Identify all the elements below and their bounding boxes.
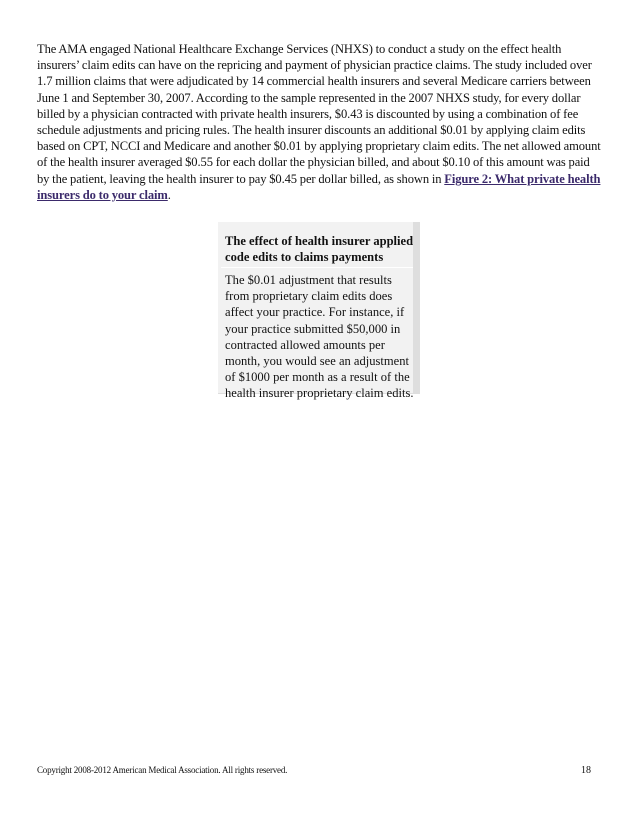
sidebar-title: The effect of health insurer applied code edits to claims payments [225,234,414,265]
footer-copyright: Copyright 2008-2012 American Medical Association. All rights reserved. [37,765,288,775]
sidebar-divider [221,267,413,268]
paragraph-text: The AMA engaged National Healthcare Exchange Services (NHXS) to conduct a study on the effect health insurers’ claim edits can have on the repricing and payment of physician practice claims. The study included over 1.7 million claims that were adjudicated by 14 commercial health insurers and several Medicare carriers between June 1 and September 30, 2007. According to the sample represented in the 2007 NHXS study, for every dollar billed by a physician contracted with private health insurers, $0.43 is discounted by using a combination of fee schedule adjustments and pricing rules. The health insurer discounts an additional $0.01 by applying claim edits based on CPT, NCCI and Medicare and another $0.01 by applying proprietary claim edits. The net allowed amount of the health insurer averaged $0.55 for each dollar the physician billed, and about $0.10 of this amount was paid by the patient, leaving the health insurer to pay $0.45 per dollar billed, as shown in [37,42,601,186]
sidebar-text: The $0.01 adjustment that results from proprietary claim edits does affect your practice. For instance, if your practice submitted $50,000 in contracted allowed amounts per month, you would see an adjustment of $1000 per month as a result of the health insurer proprietary claim edits. [225,273,414,401]
figure-2-link[interactable]: Figure 2: What private health insurers do to your claim [37,171,601,202]
paragraph-end: . [167,187,171,202]
body-paragraph [37,41,603,203]
page-number: 18 [581,765,591,776]
